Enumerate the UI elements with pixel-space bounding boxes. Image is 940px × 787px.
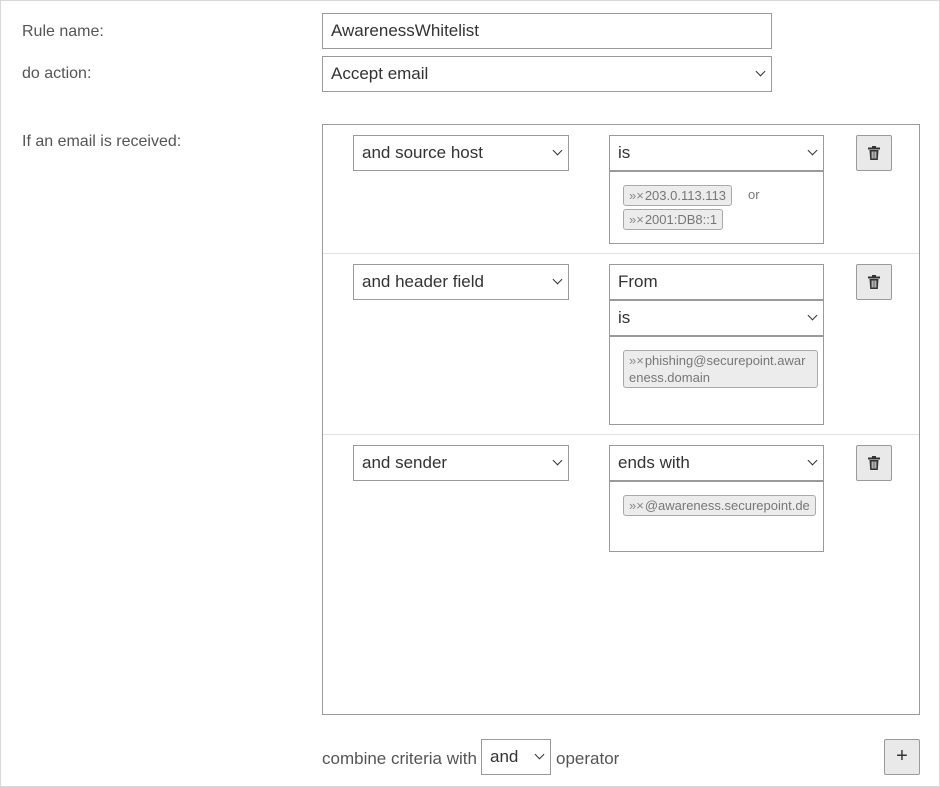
- tag-joiner-text: or: [748, 187, 760, 202]
- rule-name-label: Rule name:: [22, 23, 104, 40]
- trash-icon: [868, 146, 880, 160]
- trash-icon: [868, 275, 880, 289]
- chevron-down-icon: [808, 456, 818, 466]
- value-tag[interactable]: »×phishing@securepoint.awar eness.domain: [623, 350, 818, 388]
- criterion-operator-select[interactable]: [609, 300, 824, 336]
- combine-operator-value: and: [490, 747, 519, 766]
- chevron-down-icon: [756, 67, 766, 77]
- value-tag[interactable]: »×203.0.113.113: [623, 185, 732, 206]
- chevron-down-icon: [535, 750, 545, 760]
- trash-icon: [868, 456, 880, 470]
- value-tag[interactable]: »×@awareness.securepoint.de: [623, 495, 816, 516]
- tag-handle-icon[interactable]: »×: [629, 212, 644, 227]
- criteria-divider: [323, 434, 919, 435]
- tag-handle-icon[interactable]: »×: [629, 498, 644, 513]
- action-select[interactable]: [322, 56, 772, 92]
- add-criterion-button[interactable]: +: [884, 739, 920, 775]
- criterion-field-select[interactable]: [353, 445, 569, 481]
- criterion-operator-select[interactable]: [609, 445, 824, 481]
- tag-handle-icon[interactable]: »×: [629, 188, 644, 203]
- criterion-field-select[interactable]: [353, 135, 569, 171]
- criterion-value-taglist[interactable]: [609, 336, 824, 425]
- chevron-down-icon: [808, 146, 818, 156]
- chevron-down-icon: [553, 146, 563, 156]
- chevron-down-icon: [553, 275, 563, 285]
- delete-criterion-button[interactable]: [856, 135, 892, 171]
- header-name-input[interactable]: From: [609, 264, 824, 300]
- criterion-operator-value: ends with: [618, 453, 690, 472]
- criterion-operator-value: is: [618, 308, 631, 327]
- criterion-field-value: and source host: [362, 143, 483, 162]
- chevron-down-icon: [808, 311, 818, 321]
- criterion-field-value: and sender: [362, 453, 448, 472]
- tag-handle-icon[interactable]: »×: [629, 353, 644, 368]
- criteria-divider: [323, 253, 919, 254]
- criterion-field-select[interactable]: [353, 264, 569, 300]
- combine-suffix-text: operator: [556, 749, 620, 768]
- rule-name-input[interactable]: AwarenessWhitelist: [322, 13, 772, 49]
- criterion-value-taglist[interactable]: [609, 481, 824, 552]
- criterion-value-taglist[interactable]: [609, 171, 824, 244]
- chevron-down-icon: [553, 456, 563, 466]
- action-label: do action:: [22, 65, 92, 82]
- combine-operator-select[interactable]: [481, 739, 551, 775]
- criterion-operator-select[interactable]: [609, 135, 824, 171]
- combine-prefix-text: combine criteria with: [322, 749, 477, 768]
- delete-criterion-button[interactable]: [856, 264, 892, 300]
- delete-criterion-button[interactable]: [856, 445, 892, 481]
- action-select-value: Accept email: [331, 64, 429, 83]
- criterion-operator-value: is: [618, 143, 631, 162]
- criterion-field-value: and header field: [362, 272, 484, 291]
- condition-label: If an email is received:: [22, 133, 182, 150]
- value-tag[interactable]: »×2001:DB8::1: [623, 209, 723, 230]
